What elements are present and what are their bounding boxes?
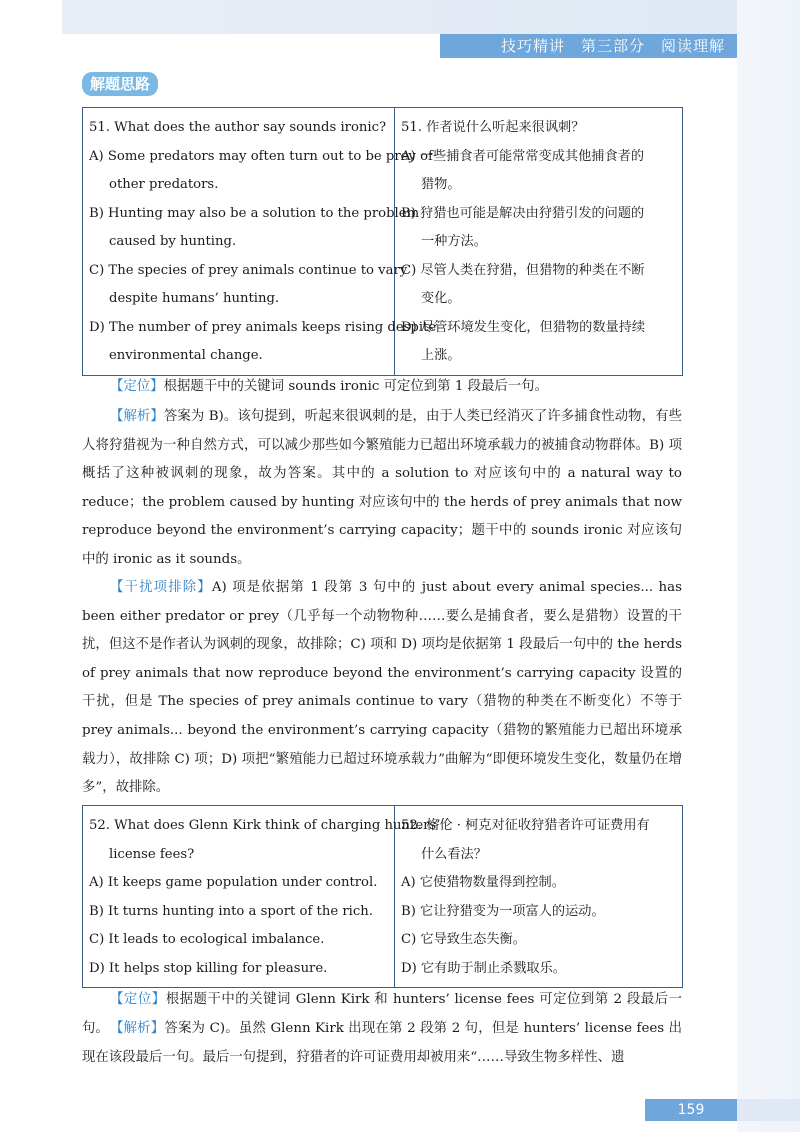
header-band — [62, 0, 737, 34]
q52-zh-option-d: D) 它有助于制止杀戮取乐。 — [401, 960, 566, 976]
q51-distractor-paragraph — [82, 574, 682, 803]
q51-zh-option-d-cont: 上涨。 — [421, 348, 461, 363]
analysis-text: 答案为 B)。该句提到，听起来很讽刺的是，由于人类已经消灭了许多捕食性动物，有些人将狩猎视为一种自然方式，可以减少那些如今繁殖能力已超出环境承载力的被捕食动物群体。B) 项概括了这种被讽刺的现象，故为答案。其中的 a solution to 对应该句中的 a natural way to reduce；the problem caused by hunting 对应该句中的 the herds of prey animals that now reproduce beyond the environment’s carrying capacity；题干中的 sounds ironic 对应该句中的 ironic as it sounds。 — [82, 409, 683, 567]
page-number: 159 — [645, 1099, 737, 1121]
analysis-tag: 【解析】 — [110, 409, 164, 424]
q51-zh-stem: 51. 作者说什么听起来很讽刺？ — [401, 120, 585, 135]
q51-zh-option-a-cont: 猎物。 — [421, 177, 461, 192]
q51-zh-option-c-cont: 变化。 — [421, 291, 461, 306]
question-52-english — [83, 806, 441, 988]
q51-zh-option-b: B) 狩猎也可能是解决由狩猎引发的问题的 — [401, 205, 645, 221]
question-51-table — [82, 107, 683, 376]
question-51-chinese — [395, 108, 683, 376]
q52-en-stem: 52. What does Glenn Kirk think of charging hunters’ — [89, 818, 441, 833]
distractor-tag: 【干扰项排除】 — [110, 580, 212, 595]
q51-zh-option-b-cont: 一种方法。 — [421, 234, 487, 249]
question-51-english — [83, 108, 437, 376]
locate-tag-52: 【定位】 — [110, 992, 166, 1007]
analysis-text-52: 答案为 C)。虽然 Glenn Kirk 出现在第 2 段第 2 句，但是 hunters’ license fees 出现在该段最后一句。最后一句提到，狩猎者的许可证费用却被用来“……导致生物多样性、遗 — [82, 1021, 683, 1065]
distractor-text: A) 项是依据第 1 段第 3 句中的 just about every animal species... has been either predator or prey（几乎每一个动物物种……要么是捕食者，要么是猎物）设置的干扰，但这不是作者认为讽刺的现象，故排除；C) 项和 D) 项均是依据第 1 段最后一句中的 the herds of prey animals that now reproduce beyond the environment’s carrying capacity 设置的干扰，但是 The species of prey animals continue to vary（猎物的种类在不断变化）不等于 prey animals... beyond the environment’s carrying capacity（猎物的繁殖能力已超出环境承载力），故排除 C) 项；D) 项把“繁殖能力已超过环境承载力”曲解为“即便环境发生变化，数量仍在增多”，故排除。 — [82, 580, 683, 796]
page-number-tail — [737, 1099, 800, 1121]
analysis-tag-52: 【解析】 — [110, 1021, 165, 1036]
q51-en-stem: 51. What does the author say sounds ironic? — [89, 120, 387, 135]
q51-analysis-paragraph — [82, 403, 682, 575]
q51-zh-option-a: A) 一些捕食者可能常常变成其他捕食者的 — [401, 148, 645, 164]
q51-en-option-a-cont: other predators. — [109, 177, 219, 192]
q51-en-option-c-cont: despite humans’ hunting. — [109, 291, 280, 306]
q52-zh-option-c: C) 它导致生态失衡。 — [401, 932, 526, 947]
q52-en-stem-cont: license fees? — [109, 846, 195, 862]
q52-en-option-a: A) It keeps game population under control. — [89, 875, 378, 890]
q52-en-option-b: B) It turns hunting into a sport of the rich. — [89, 903, 373, 919]
section-tag: 解题思路 — [82, 72, 158, 96]
q52-zh-option-a: A) 它使猎物数量得到控制。 — [401, 875, 565, 890]
q52-zh-option-b: B) 它让狩猎变为一项富人的运动。 — [401, 903, 605, 919]
q51-en-option-a: A) Some predators may often turn out to be prey of — [89, 148, 433, 164]
q52-zh-stem-cont: 什么看法？ — [421, 846, 487, 862]
locate-tag: 【定位】 — [110, 379, 164, 394]
q52-analysis-paragraph — [82, 1015, 682, 1072]
q51-en-option-d-cont: environmental change. — [109, 348, 263, 363]
q51-zh-option-d: D) 尽管环境发生变化，但猎物的数量持续 — [401, 319, 646, 335]
q51-en-option-d: D) The number of prey animals keeps rising despite — [89, 319, 437, 335]
locate-text: 根据题干中的关键词 sounds ironic 可定位到第 1 段最后一句。 — [163, 379, 548, 394]
q51-en-option-c: C) The species of prey animals continue to vary — [89, 262, 408, 278]
q52-zh-stem: 52. 格伦 · 柯克对征收狩猎者许可证费用有 — [401, 818, 650, 833]
q51-en-option-b-cont: caused by hunting. — [109, 234, 237, 249]
q51-zh-option-c: C) 尽管人类在狩猎，但猎物的种类在不断 — [401, 262, 645, 278]
locate-text-52: 根据题干中的关键词 Glenn Kirk 和 hunters’ license fees 可定位到第 2 段最后一句。 — [82, 992, 683, 1036]
q52-en-option-c: C) It leads to ecological imbalance. — [89, 932, 325, 947]
question-52-chinese — [395, 806, 683, 988]
question-52-table — [82, 805, 683, 988]
page-edge-stripe — [737, 0, 800, 1132]
q51-en-option-b: B) Hunting may also be a solution to the problem — [89, 205, 420, 221]
q51-locate-paragraph — [82, 373, 682, 402]
running-header: 技巧精讲 第三部分 阅读理解 — [440, 34, 737, 58]
q52-en-option-d: D) It helps stop killing for pleasure. — [89, 960, 328, 976]
